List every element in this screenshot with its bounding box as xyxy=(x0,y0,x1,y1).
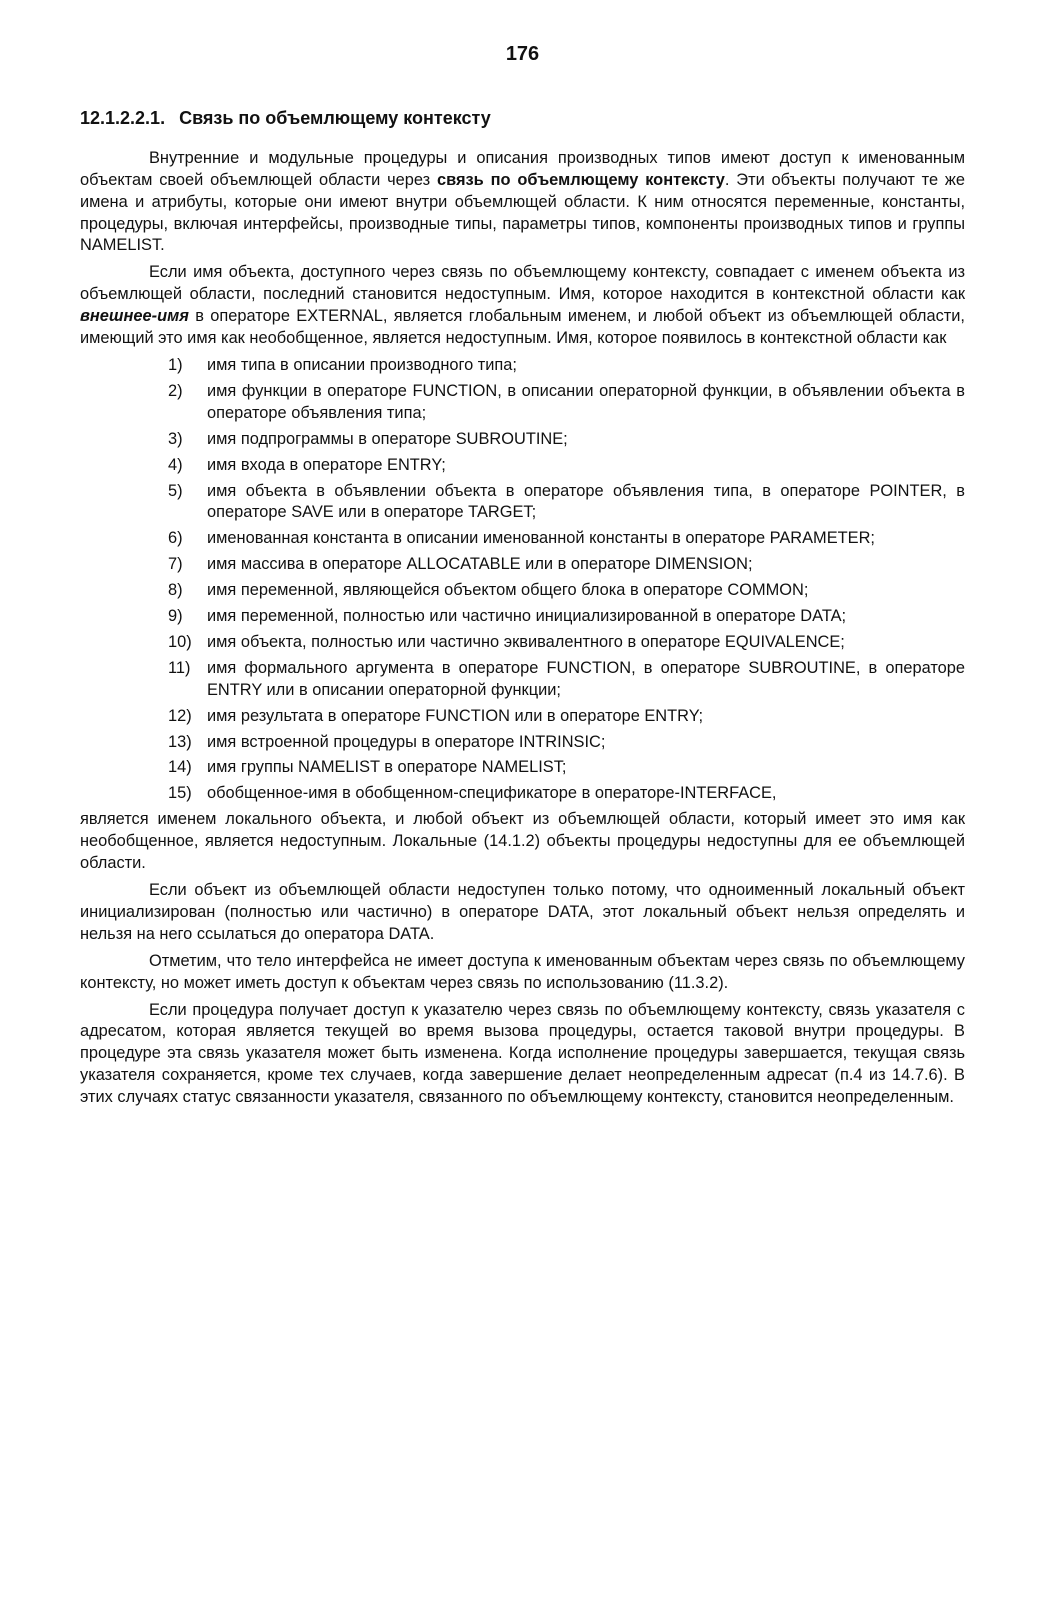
paragraph-5: Отметим, что тело интерфейса не имеет доступа к именованным объектам через связь по объемлющему контексту, но может иметь доступ к объектам через связь по использованию (11.3.2). xyxy=(80,951,965,992)
list-item xyxy=(80,757,965,779)
list-item-text: имя функции в операторе FUNCTION, в описании операторной функции, в объявлении объекта в операторе объявления типа; xyxy=(207,381,965,422)
paragraph-6: Если процедура получает доступ к указателю через связь по объемлющему контексту, связь указателя с адресатом, которая является текущей во время вызова процедуры, остается таковой внутри процедуры. В процедуре эта связь указателя может быть изменена. Когда исполнение процедуры завершается, текущая связь указателя сохраняется, кроме тех случаев, когда завершение делает неопределенным адресат (п.4 из 14.7.6). В этих случаях статус связанности указателя, связанного по объемлющему контексту, становится неопределенным. xyxy=(80,1000,965,1107)
list-item-text: имя встроенной процедуры в операторе INTRINSIC; xyxy=(207,732,606,751)
list-item-text: имя результата в операторе FUNCTION или в операторе ENTRY; xyxy=(207,706,704,725)
list-item-number: 6) xyxy=(168,529,183,548)
list-item-number: 4) xyxy=(168,455,183,474)
list-item-text: имя переменной, являющейся объектом общего блока в операторе COMMON; xyxy=(207,581,809,600)
list-item-number: 9) xyxy=(168,607,183,626)
paragraph-1-part-a: Внутренние и модульные процедуры и описания производных типов имеют доступ к именованным объектам своей объемлющей области через xyxy=(80,148,965,189)
list-item-text: обобщенное-имя в обобщенном-спецификаторе в операторе-INTERFACE, xyxy=(207,784,777,803)
list-item-text: имя массива в операторе ALLOCATABLE или в операторе DIMENSION; xyxy=(207,555,753,574)
list-item-number: 10) xyxy=(168,632,192,651)
list-item xyxy=(80,580,965,602)
list-item-number: 1) xyxy=(168,355,183,374)
paragraph-2 xyxy=(80,262,965,350)
list-item-text: имя объекта, полностью или частично эквивалентного в операторе EQUIVALENCE; xyxy=(207,632,845,651)
paragraph-1 xyxy=(80,148,965,258)
list-item xyxy=(80,429,965,451)
list-item-number: 15) xyxy=(168,784,192,803)
list-item-number: 7) xyxy=(168,555,183,574)
list-item xyxy=(80,481,965,525)
list-item-text: имя подпрограммы в операторе SUBROUTINE; xyxy=(207,429,568,448)
list-item-text: именованная константа в описании именованной константы в операторе PARAMETER; xyxy=(207,529,875,548)
term-host-association: связь по объемлющему контексту xyxy=(436,170,725,189)
list-item xyxy=(80,706,965,728)
section-heading xyxy=(80,108,965,130)
list-item-number: 3) xyxy=(168,429,183,448)
list-item xyxy=(80,554,965,576)
paragraph-2-part-c: в операторе EXTERNAL, является глобальным именем, и любой объект из объемлющей области, имеющий это имя как необобщенное, является недоступным. Имя, которое появилось в контекстной области как xyxy=(80,307,965,348)
list-item-text: имя переменной, полностью или частично инициализированной в операторе DATA; xyxy=(207,607,847,626)
list-item xyxy=(80,732,965,754)
paragraph-2-part-a: Если имя объекта, доступного через связь по объемлющему контексту, совпадает с именем объекта из объемлющей области, последний становится недоступным. Имя, которое находится в контекстной области как xyxy=(80,263,965,304)
section-title: Связь по объемлющему контексту xyxy=(179,107,491,128)
section-number: 12.1.2.2.1. xyxy=(80,107,166,128)
list-item xyxy=(80,355,965,377)
paragraph-3: является именем локального объекта, и любой объект из объемлющей области, который имеет это имя как необобщенное, является недоступным. Локальные (14.1.2) объекты процедуры недоступны для ее объемлющей области. xyxy=(80,810,965,873)
list-item-number: 14) xyxy=(168,758,192,777)
page-number: 176 xyxy=(505,43,540,65)
paragraph-1-part-c: . Эти объекты получают те же имена и атрибуты, которые они имеют внутри объемлющей области. К ним относятся переменные, константы, процедуры, включая интерфейсы, производные типы, параметры типов, компоненты производных типов и группы NAMELIST. xyxy=(80,170,966,255)
list-item-text: имя формального аргумента в операторе FUNCTION, в операторе SUBROUTINE, в операторе ENTRY или в описании операторной функции; xyxy=(207,658,965,699)
list-item xyxy=(80,632,965,654)
document-page xyxy=(80,44,965,1114)
list-item-text: имя объекта в объявлении объекта в операторе объявления типа, в операторе POINTER, в операторе SAVE или в операторе TARGET; xyxy=(207,481,965,522)
list-item-number: 2) xyxy=(168,381,183,400)
name-list xyxy=(80,355,965,805)
list-item-text: имя входа в операторе ENTRY; xyxy=(207,455,446,474)
list-item-number: 5) xyxy=(168,481,183,500)
list-item-number: 11) xyxy=(168,658,191,677)
paragraph-4: Если объект из объемлющей области недоступен только потому, что одноименный локальный объект инициализирован (полностью или частично) в операторе DATA, этот локальный объект нельзя определять и нельзя на него ссылаться до оператора DATA. xyxy=(80,881,965,943)
list-item-number: 8) xyxy=(168,581,183,600)
list-item-text: имя группы NAMELIST в операторе NAMELIST; xyxy=(207,758,567,777)
list-item xyxy=(80,528,965,550)
list-item xyxy=(80,455,965,477)
list-item-text: имя типа в описании производного типа; xyxy=(207,355,517,374)
list-item xyxy=(80,381,965,425)
list-item-number: 12) xyxy=(168,706,192,725)
list-item xyxy=(80,658,965,702)
list-item xyxy=(80,606,965,628)
term-external-name: внешнее-имя xyxy=(80,307,189,326)
list-item xyxy=(80,783,965,805)
list-item-number: 13) xyxy=(168,732,192,751)
